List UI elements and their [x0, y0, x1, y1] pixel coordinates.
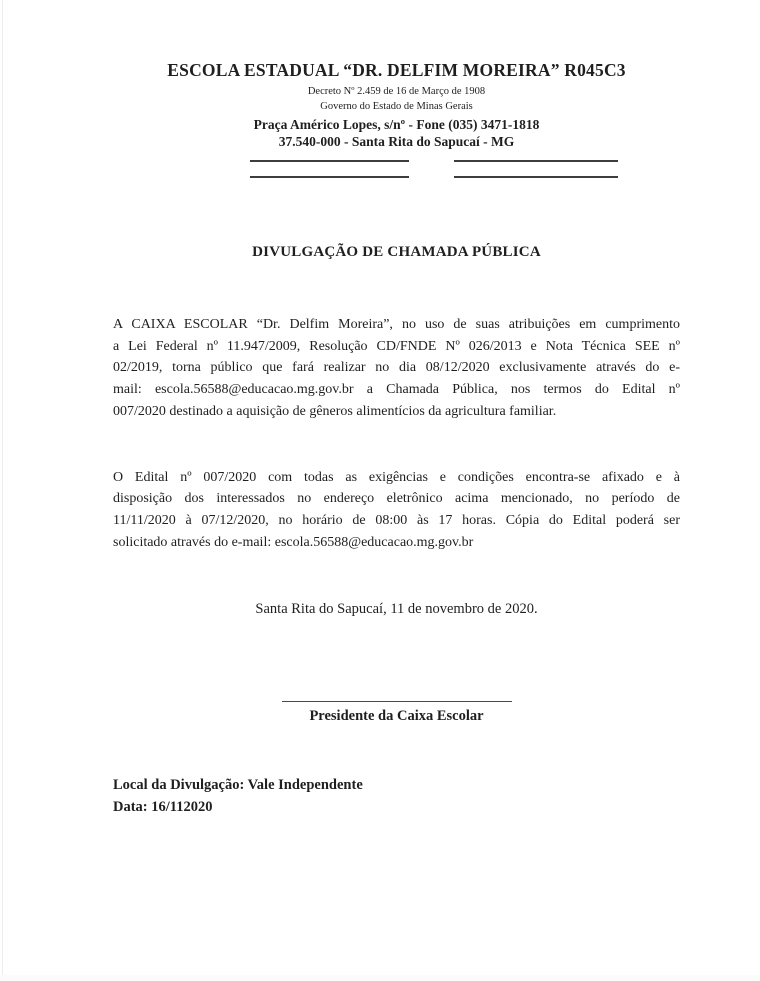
publication-location-line: Local da Divulgação: Vale Independente — [113, 777, 363, 794]
paragraph-line: 007/2020 destinado a aquisição de gêneros alimentícios da agricultura familiar. — [113, 403, 557, 419]
rule-line — [454, 160, 618, 162]
place-date-line: Santa Rita do Sapucaí, 11 de novembro de 2020. — [255, 601, 538, 618]
signature-role: Presidente da Caixa Escolar — [309, 708, 484, 725]
paragraph-line: a Lei Federal nº 11.947/2009, Resolução CD/FNDE Nº 026/2013 e Nota Técnica SEE nº — [113, 338, 680, 354]
paragraph-line: solicitado através do e-mail: escola.56588@educacao.mg.gov.br — [113, 534, 474, 550]
paragraph-line: O Edital nº 007/2020 com todas as exigências e condições encontra-se afixado e à — [113, 469, 680, 485]
paragraph-line: 11/11/2020 à 07/12/2020, no horário de 08:00 às 17 horas. Cópia do Edital poderá ser — [113, 512, 680, 528]
school-name: ESCOLA ESTADUAL “DR. DELFIM MOREIRA” R045C3 — [167, 60, 626, 80]
letterhead-rules — [113, 160, 680, 182]
rule-line — [454, 176, 618, 178]
document-title: DIVULGAÇÃO DE CHAMADA PÚBLICA — [252, 244, 541, 260]
rule-line — [250, 176, 409, 178]
rule-line — [250, 160, 409, 162]
document-content — [113, 0, 680, 818]
paragraph-1 — [113, 314, 680, 423]
signature-block — [282, 701, 512, 727]
address-line: Praça Américo Lopes, s/nº - Fone (035) 3471-1818 — [253, 117, 540, 132]
publication-date-line: Data: 16/112020 — [113, 798, 213, 815]
paragraph-line: 02/2019, torna público que fará realizar no dia 08/12/2020 exclusivamente através do e- — [113, 360, 680, 376]
letterhead — [113, 0, 680, 150]
postal-city-line: 37.540-000 - Santa Rita do Sapucaí - MG — [278, 134, 515, 149]
decree-line: Decreto Nº 2.459 de 16 de Março de 1908 — [307, 86, 486, 97]
footer — [113, 775, 680, 818]
paragraph-line: mail: escola.56588@educacao.mg.gov.br a Chamada Pública, nos termos do Edital nº — [113, 382, 680, 398]
paragraph-line: disposição dos interessados no endereço eletrônico acima mencionado, no período de — [113, 491, 680, 507]
paragraph-line: A CAIXA ESCOLAR “Dr. Delfim Moreira”, no uso de suas atribuições em cumprimento — [113, 317, 680, 332]
government-line: Governo do Estado de Minas Gerais — [320, 101, 473, 112]
signature-line — [282, 701, 512, 702]
paragraph-2 — [113, 467, 680, 554]
